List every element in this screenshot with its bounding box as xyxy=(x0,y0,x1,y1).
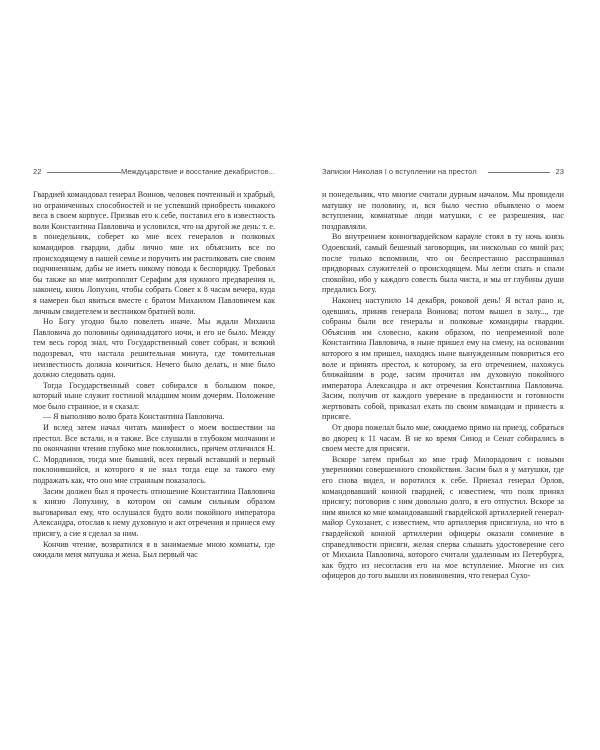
paragraph: — Я выполняю волю брата Константина Павловича. xyxy=(43,412,225,422)
paragraph: Кончив чтение, возвратился я в занимаемые мною комнаты, где ожидали меня матушка и жена. Был первый час xyxy=(33,539,275,560)
paragraph: Засим должен был я прочесть отношение Константина Павловича к князю Лопухину, в котором он самым сильным образом выговаривал ему, что ослушался будто воли покойного императора Александра, отослав к нему духовную и акт отречения и принеся ему присягу, а сие я сделал за ним. xyxy=(33,486,275,538)
paragraph: Во внутреннем конногвардейском карауле стоял в ту ночь князь Одоевский, самый бешеный заговорщик, ни нисколько со мной раз; после только вспомнили, что он беспрестанно расспрашивал придворных служителей о происходящем. Мы легли спать и спали спокойно, ибо у каждого совесть была чиста, и мы от глубины души предались Богу. xyxy=(322,232,564,295)
left-page xyxy=(33,166,275,561)
paragraph: Гвардией командовал генерал Воинов, человек почтенный и храбрый, но ограниченных способностей и не успевший приобресть никакого веса в своем корпусе. Призвав его к себе, поставил его в известность воли Константина Павловича и условился, что на другой же день: т. е. в понедельник, соберет ко мне всех генералов и полковых командиров гвардии, дабы лично мне их объяснить все по происходящему в нашей семье и поручить им растолковать сие своим подчиненным, дабы не иметь никому повода к беспорядку. Требовал бы также ко мне митрополит Серафим для нужного предварения и, наконец, князь Лопухин, чтобы собрать Совет к 8 часам вечера, куда я намерен был явиться вместе с братом Михаилом Павловичем как личным свидетелем и вестником братней воли. xyxy=(33,190,275,316)
paragraph: От двора пожелал было мне, ожидаемо прямо на приезд, собраться во дворец к 11 часам. В не ко время Синод и Сенат собирались в своем месте для присяги. xyxy=(322,423,564,454)
paragraph: Наконец наступило 14 декабря, роковой день! Я встал рано и, одевшись, приняв генерала Воинова; потом вышел в залу..., где собраны были все генералы и полковые командиры гвардии. Объяснив им словесно, каким образом, по непременной воле Константина Павловича, я ныне пришел ему на смену, на основании которого я им пришел, находясь ныне вынужденным покориться его воле и принять престол, к которому, за его отречением, нахожусь ближайшим в роде, засим прочитал им духовную покойного императора Александра и акт отречения Константина Павловича. Засим, получив от каждого уверение в преданности и готовности жертвовать собой, приказал ехать по своим командам и принесть к присяге. xyxy=(322,295,564,422)
paragraph: И вслед затем начал читать манифест о моем восшествии на престол. Все встали, и я также. Все слушали в глубоком молчании и по окончании чтения глубоко мне поклонились, причем отличился Н. С. Мордвинов, тогда мне бывший, всех первый вставший и первый поклонившийся, и которого я не знал тогда еще за такого ему подражать как, что оно мне странным показалось. xyxy=(33,423,275,486)
right-page-number: 23 xyxy=(555,167,564,176)
right-body-text xyxy=(322,190,564,582)
paragraph: Тогда Государственный совет собирался в большом покое, который ныне служит гостиной младшим моим дочерям. Положение мое было странное, и я сказал: xyxy=(33,380,275,411)
right-running-title: Записки Николая I о вступлении на престол xyxy=(322,167,477,176)
paragraph: и понедельник, что многие считали дурным началом. Мы провидели матушку не половину, и, вся было честно объявлено о моем вступлении, комнатные люди матушки, с ее разрешения, нас поздравляли. xyxy=(322,190,564,231)
left-running-title: Междуцарствие и восстание декабристов... xyxy=(121,167,275,176)
right-running-head xyxy=(322,166,564,180)
left-running-head xyxy=(33,166,275,180)
left-header-rule xyxy=(47,172,121,173)
paragraph: Вскоре затем прибыл ко мне граф Милорадович с новыми уверениями совершенного спокойствия. Засим был я у матушки, где его снова видел, и воротился к себе. Приехал генерал Орлов, командовавший конной гвардией, с известием, что полк принял присягу; поговорив с ним довольно долго, я его отпустил. Вскоре за ним явился ко мне командовавший гвардейской артиллерией генерал-майор Сухозанет, с известием, что артиллерия присягнула, но что в гвардейской конной артиллерии офицеры оказали сомнение в справедливости присяги, желая сперва слышать удостоверение сего от Михаила Павловича, которого считали удаленным из Петербурга, как будто из несогласия его на мое вступление. Многие из сих офицеров до того вышли из повиновения, что генерал Сухо- xyxy=(322,454,564,581)
right-page xyxy=(322,166,564,582)
left-body-text xyxy=(33,190,275,561)
left-page-number: 22 xyxy=(33,167,42,176)
paragraph: Но Богу угодно было повелеть иначе. Мы ждали Михаила Павловича до половины одиннадцатого ночи, и его не было. Между тем весь город знал, что Государственный совет собран, и всякий подозревал, что настала решительная минута, где томительная неизвестность должна кончиться. Нечего было делать, и мне было должно следовать один. xyxy=(33,317,275,380)
right-header-rule xyxy=(488,172,550,173)
